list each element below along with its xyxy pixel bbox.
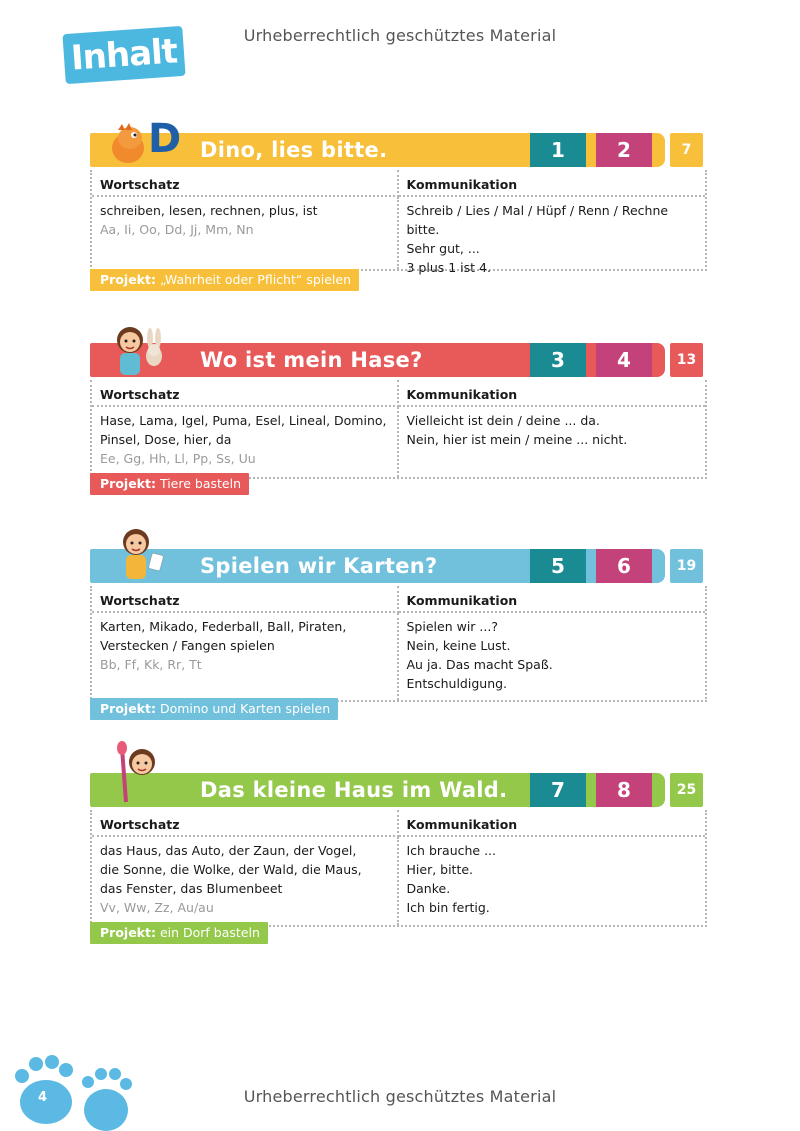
table-header-row bbox=[92, 586, 705, 613]
vocab-line: die Sonne, die Wolke, der Wald, die Maus, bbox=[100, 862, 362, 877]
table-header-row bbox=[92, 810, 705, 837]
comm-line: 3 plus 1 ist 4. bbox=[406, 260, 491, 275]
letters-line: Bb, Ff, Kk, Rr, Tt bbox=[100, 657, 202, 672]
comm-line: Ich brauche ... bbox=[406, 843, 496, 858]
contents-heading-badge bbox=[62, 26, 185, 84]
comm-header: Kommunikation bbox=[399, 170, 706, 197]
unit-1-page: 7 bbox=[670, 133, 703, 167]
unit-4-title: Das kleine Haus im Wald. bbox=[200, 778, 508, 802]
letters-line: Vv, Ww, Zz, Au/au bbox=[100, 900, 214, 915]
unit-3-table bbox=[90, 586, 707, 702]
letters-line: Aa, Ii, Oo, Dd, Jj, Mm, Nn bbox=[100, 222, 254, 237]
table-row bbox=[92, 407, 705, 477]
girl-with-cards-icon bbox=[112, 522, 172, 582]
unit-1-table bbox=[90, 170, 707, 275]
vocab-line: das Fenster, das Blumenbeet bbox=[100, 881, 283, 896]
vocab-line: schreiben, lesen, rechnen, plus, ist bbox=[100, 203, 318, 218]
unit-4-page: 25 bbox=[670, 773, 703, 807]
unit-2-lesson-b: 4 bbox=[596, 343, 652, 377]
table-row bbox=[92, 613, 705, 700]
project-text: Tiere basteln bbox=[159, 476, 241, 491]
comm-header: Kommunikation bbox=[399, 810, 706, 837]
vocab-header: Wortschatz bbox=[92, 380, 399, 407]
comm-line: Entschuldigung. bbox=[406, 676, 508, 691]
watermark-top: Urheberrechtlich geschütztes Material bbox=[243, 26, 557, 45]
unit-2-page: 13 bbox=[670, 343, 703, 377]
vocab-line: Hase, Lama, Igel, Puma, Esel, Lineal, Domino, bbox=[100, 413, 387, 428]
unit-3-title: Spielen wir Karten? bbox=[200, 554, 438, 578]
unit-3-lesson-b: 6 bbox=[596, 549, 652, 583]
unit-3-page: 19 bbox=[670, 549, 703, 583]
comm-line: Ich bin fertig. bbox=[406, 900, 490, 915]
comm-header: Kommunikation bbox=[399, 380, 706, 407]
comm-line: Au ja. Das macht Spaß. bbox=[406, 657, 553, 672]
vocab-cell bbox=[92, 197, 399, 269]
comm-cell bbox=[399, 197, 706, 275]
table-header-row bbox=[92, 380, 705, 407]
project-label: Projekt: bbox=[100, 272, 156, 287]
dino-mascot-icon bbox=[104, 116, 194, 168]
unit-2-project bbox=[90, 473, 249, 495]
project-text: Domino und Karten spielen bbox=[159, 701, 331, 716]
unit-4-table bbox=[90, 810, 707, 927]
table-row bbox=[92, 197, 705, 275]
comm-line: Nein, keine Lust. bbox=[406, 638, 511, 653]
vocab-header: Wortschatz bbox=[92, 586, 399, 613]
svg-text:D: D bbox=[148, 116, 182, 162]
comm-line: Hier, bitte. bbox=[406, 862, 474, 877]
comm-line: Schreib / Lies / Mal / Hüpf / Renn / Rechne bitte. bbox=[406, 203, 669, 237]
girl-with-bunny-icon bbox=[108, 320, 178, 378]
comm-line: Spielen wir ...? bbox=[406, 619, 498, 634]
unit-1-title: Dino, lies bitte. bbox=[200, 138, 388, 162]
comm-cell bbox=[399, 837, 706, 925]
unit-1-lesson-a: 1 bbox=[530, 133, 586, 167]
unit-2-table bbox=[90, 380, 707, 479]
vocab-line: Pinsel, Dose, hier, da bbox=[100, 432, 232, 447]
unit-2-banner bbox=[90, 340, 705, 380]
vocab-line: das Haus, das Auto, der Zaun, der Vogel, bbox=[100, 843, 357, 858]
comm-cell bbox=[399, 613, 706, 700]
table-header-row bbox=[92, 170, 705, 197]
comm-line: Vielleicht ist dein / deine ... da. bbox=[406, 413, 600, 428]
comm-line: Danke. bbox=[406, 881, 451, 896]
unit-3-lesson-a: 5 bbox=[530, 549, 586, 583]
comm-header: Kommunikation bbox=[399, 586, 706, 613]
vocab-line: Verstecken / Fangen spielen bbox=[100, 638, 275, 653]
vocab-cell bbox=[92, 407, 399, 477]
contents-heading: Inhalt bbox=[69, 31, 179, 79]
unit-2-lesson-a: 3 bbox=[530, 343, 586, 377]
page-number: 4 bbox=[38, 1090, 48, 1105]
unit-4-lesson-b: 8 bbox=[596, 773, 652, 807]
vocab-cell bbox=[92, 837, 399, 925]
unit-1-lesson-b: 2 bbox=[596, 133, 652, 167]
comm-cell bbox=[399, 407, 706, 477]
unit-1-project bbox=[90, 269, 359, 291]
vocab-header: Wortschatz bbox=[92, 810, 399, 837]
comm-line: Nein, hier ist mein / meine ... nicht. bbox=[406, 432, 628, 447]
project-label: Projekt: bbox=[100, 925, 156, 940]
table-row bbox=[92, 837, 705, 925]
unit-4-lesson-a: 7 bbox=[530, 773, 586, 807]
vocab-header: Wortschatz bbox=[92, 170, 399, 197]
watermark-bottom: Urheberrechtlich geschütztes Material bbox=[243, 1087, 557, 1106]
project-label: Projekt: bbox=[100, 476, 156, 491]
girl-with-brush-icon bbox=[112, 740, 172, 806]
letters-line: Ee, Gg, Hh, Ll, Pp, Ss, Uu bbox=[100, 451, 256, 466]
project-text: ein Dorf basteln bbox=[159, 925, 260, 940]
unit-4-project bbox=[90, 922, 268, 944]
unit-4-banner bbox=[90, 770, 705, 810]
comm-line: Sehr gut, ... bbox=[406, 241, 480, 256]
project-text: „Wahrheit oder Pflicht“ spielen bbox=[159, 272, 352, 287]
vocab-cell bbox=[92, 613, 399, 700]
unit-2-title: Wo ist mein Hase? bbox=[200, 348, 423, 372]
vocab-line: Karten, Mikado, Federball, Ball, Piraten, bbox=[100, 619, 347, 634]
unit-3-banner bbox=[90, 546, 705, 586]
project-label: Projekt: bbox=[100, 701, 156, 716]
unit-3-project bbox=[90, 698, 338, 720]
